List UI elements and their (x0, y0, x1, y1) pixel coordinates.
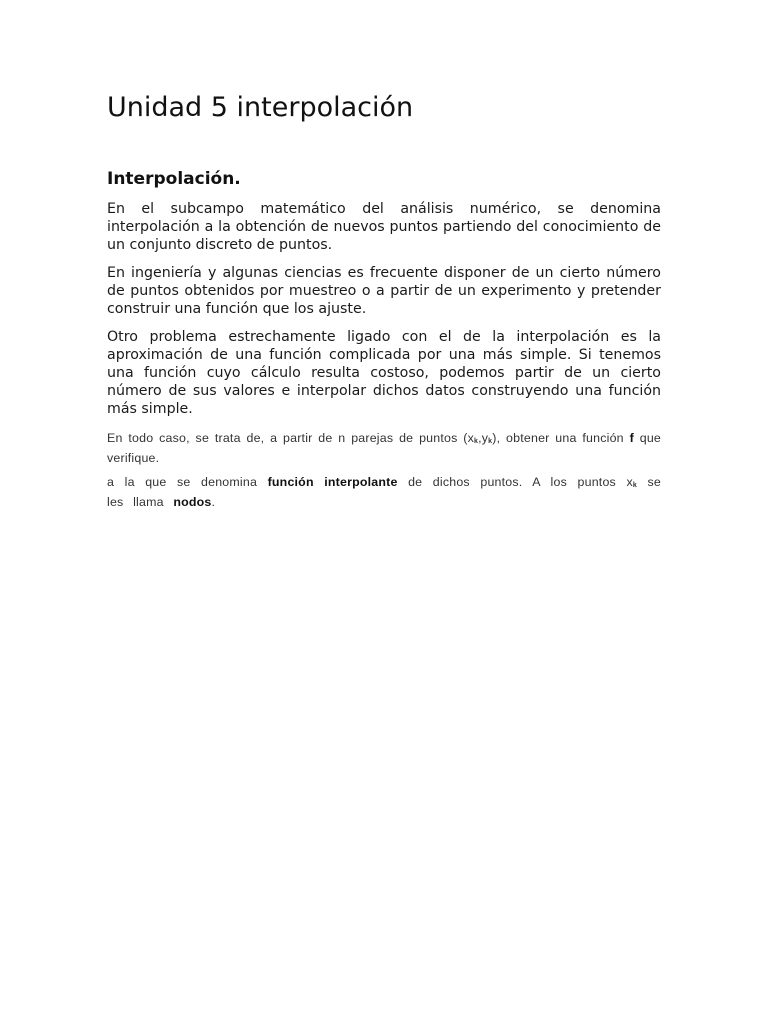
problem-text-b: ), obtener una función (492, 431, 630, 445)
paragraph-engineering: En ingeniería y algunas ciencias es frecuente disponer de un cierto número de puntos obtenidos por muestreo o a partir de un experimento y pretender construir una función que los ajuste. (107, 265, 661, 317)
bold-nodos: nodos (173, 495, 212, 509)
problem-text-c: que verifique. (107, 431, 662, 465)
bold-f: f (629, 431, 634, 445)
section-heading: Interpolación. (107, 169, 241, 189)
bold-term-interpolant: función interpolante (267, 475, 398, 489)
paragraph-nodes (107, 474, 661, 510)
nodes-text-c: se les llama (107, 475, 661, 509)
paragraph-problem-statement (107, 430, 661, 466)
problem-text-comma-y: ,y (478, 431, 489, 445)
nodes-text-d: . (211, 495, 216, 509)
document-page (107, 90, 661, 510)
paragraph-approximation: Otro problema estrechamente ligado con el de la interpolación es la aproximación de una función complicada por una más simple. Si tenemos una función cuyo cálculo resulta costoso, podemos partir de un cierto número de sus valores e interpolar dichos datos construyendo una función más simple. (107, 329, 661, 417)
paragraph-definition: En el subcampo matemático del análisis numérico, se denomina interpolación a la obtención de nuevos puntos partiendo del conocimiento de un conjunto discreto de puntos. (107, 201, 661, 253)
subscript-k: k (488, 438, 493, 445)
page-title: Unidad 5 interpolación (107, 92, 414, 123)
subscript-k: k (632, 482, 637, 489)
subscript-k: k (474, 438, 479, 445)
problem-text-a: En todo caso, se trata de, a partir de n parejas de puntos (x (107, 431, 475, 445)
nodes-text-b: de dichos puntos. A los puntos x (397, 475, 633, 489)
nodes-text-a: a la que se denomina (107, 475, 268, 489)
